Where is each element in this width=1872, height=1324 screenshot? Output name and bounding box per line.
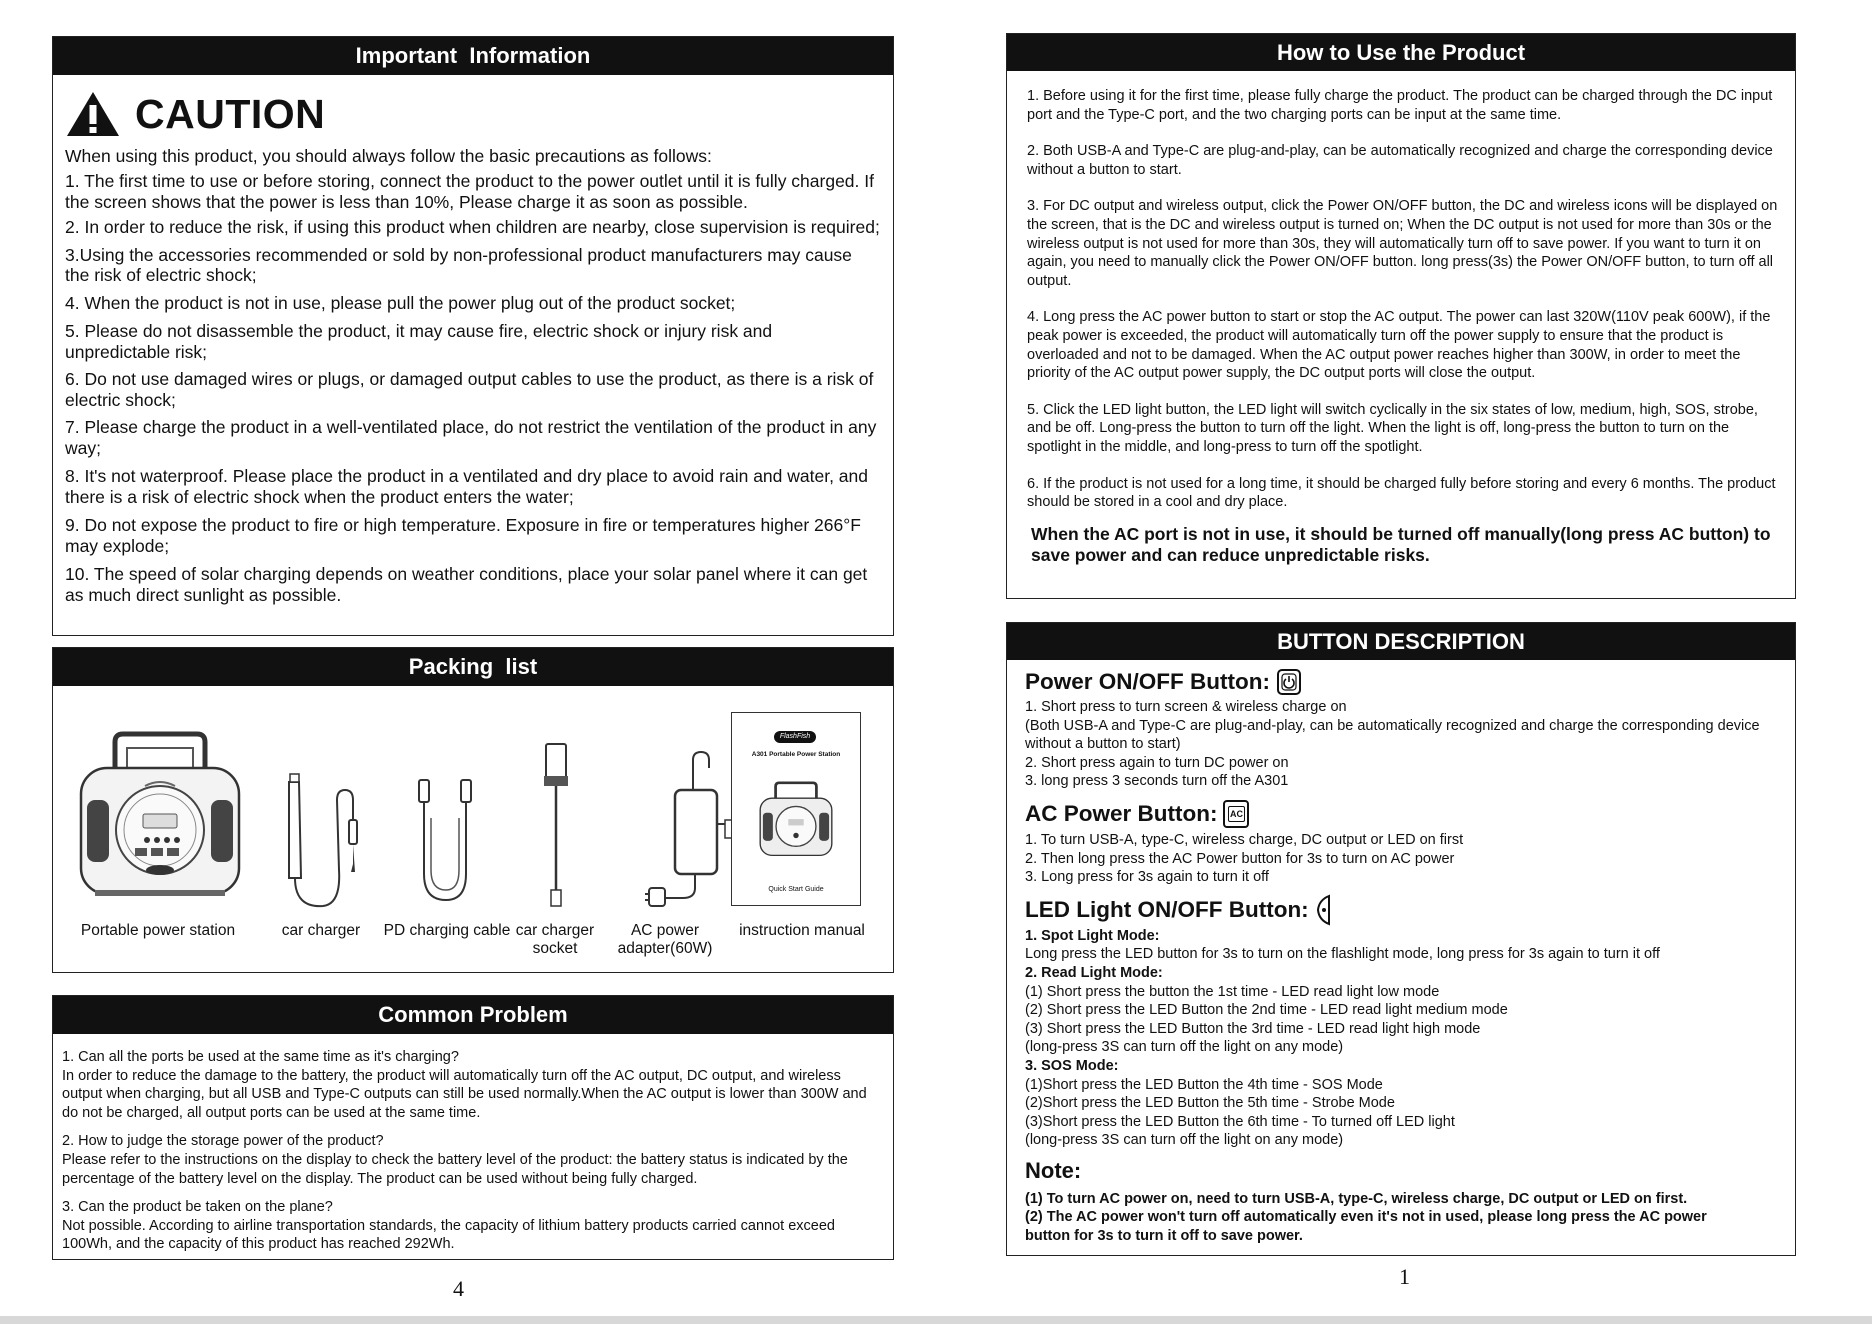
pd-charging-cable-illustration <box>409 778 489 906</box>
note-title: Note: <box>1025 1157 1082 1183</box>
how-item: 3. For DC output and wireless output, click the Power ON/OFF button, the DC and wireless icons will be displayed on the screen, that is the DC and wireless output is turned on; When the DC output is not used for more than 30s or the wireless output is not used for more than 30s, they will automatically turn off to save power. If you want to turn it on again, you need to manually click the Power ON/OFF button. long press(3s) the Power ON/OFF button, to turn off all output. <box>1027 198 1778 289</box>
read-line: (1) Short press the button the 1st time - LED read light low mode <box>1025 983 1440 1000</box>
caution-item: 10. The speed of solar charging depends on weather conditions, place your solar panel where it can get as much direct sunlight as possible. <box>65 564 868 605</box>
power-button-title <box>1025 666 1785 698</box>
read-line: (2) Short press the LED Button the 2nd time - LED read light medium mode <box>1025 1002 1508 1019</box>
qa-item <box>62 1198 884 1254</box>
packing-label: car charger socket <box>515 922 595 957</box>
caution-item: 7. Please charge the product in a well-ventilated place, do not restrict the ventilation of the product in any way; <box>65 417 877 458</box>
manual-footer: Quick Start Guide <box>768 886 824 893</box>
caution-item: 4. When the product is not in use, please pull the power plug out of the product socket; <box>65 292 736 313</box>
note-line: (1) To turn AC power on, need to turn USB-A, type-C, wireless charge, DC output or LED on first. <box>1025 1190 1688 1207</box>
manual-product-image <box>756 781 836 859</box>
question: 2. How to judge the storage power of the product? <box>62 1133 384 1150</box>
led-button-title-text: LED Light ON/OFF Button: <box>1025 896 1309 922</box>
led-button-lines <box>1025 927 1785 1150</box>
caution-heading <box>65 89 893 139</box>
ac-icon <box>1223 800 1249 828</box>
sos-line: (2)Short press the LED Button the 5th time - Strobe Mode <box>1025 1095 1395 1112</box>
power-line: 2. Short press again to turn DC power on <box>1025 754 1289 771</box>
spot-line: Long press the LED button for 3s to turn on the flashlight mode, long press for 3s again to turn it off <box>1025 946 1660 963</box>
note-line: (2) The AC power won't turn off automatically even it's not in used, please long press the AC power button for 3s to turn it off to save power. <box>1025 1209 1707 1245</box>
sos-mode-title: 3. SOS Mode: <box>1025 1057 1119 1074</box>
power-line: 3. long press 3 seconds turn off the A301 <box>1025 773 1289 790</box>
power-line: 1. Short press to turn screen & wireless charge on <box>1025 699 1347 715</box>
packing-label: Portable power station <box>80 922 236 939</box>
section-header: How to Use the Product <box>1007 34 1795 71</box>
read-line: (3) Short press the LED Button the 3rd time - LED read light high mode <box>1025 1020 1481 1037</box>
sos-line: (1)Short press the LED Button the 4th time - SOS Mode <box>1025 1076 1383 1093</box>
section-header: Packing list <box>53 648 893 686</box>
read-mode-title: 2. Read Light Mode: <box>1025 964 1163 981</box>
packing-label: PD charging cable <box>383 922 511 939</box>
note-lines <box>1025 1190 1785 1246</box>
caution-item: 1. The first time to use or before storing, connect the product to the power outlet until it is fully charged. If the screen shows that the power is less than 10%, Please charge it as soon as possible. <box>65 171 874 212</box>
answer: Please refer to the instructions on the display to check the battery level of the product: the battery status is indicated by the percentage of the battery level on the display. The product can be used without being fully charged. <box>62 1151 848 1187</box>
ac-button-lines <box>1025 831 1785 887</box>
caution-item: 2. In order to reduce the risk, if using this product when children are nearby, close supervision is required; <box>65 217 880 237</box>
power-button-title-text: Power ON/OFF Button: <box>1025 669 1270 694</box>
caution-list <box>65 171 881 605</box>
caution-item: 6. Do not use damaged wires or plugs, or damaged output cables to use the product, as there is a risk of electric shock; <box>65 369 874 410</box>
warning-triangle-icon <box>65 90 121 138</box>
bottom-edge <box>0 1316 1872 1324</box>
instruction-manual-illustration <box>731 712 861 906</box>
qa-item <box>62 1048 884 1122</box>
page-number-right: 1 <box>1399 1264 1410 1289</box>
how-item: 4. Long press the AC power button to start or stop the AC output. The power can last 320W(110V peak 600W), if the peak power is exceeded, the product will automatically turn off the power supply to ensure that the product is overloaded and not to be damaged. When the AC output power reaches higher than 300W, in order to meet the priority of the AC output power supply, the DC output ports will close the output. <box>1027 309 1771 382</box>
caution-word: CAUTION <box>135 90 326 137</box>
power-station-illustration <box>75 730 245 902</box>
answer: Not possible. According to airline transportation standards, the capacity of lithium battery products carried cannot exceed 100Wh, and the capacity of this product has reached 292Wh. <box>62 1217 835 1253</box>
caution-item: 8. It's not waterproof. Please place the product in a ventilated and dry place to avoid rain and water, and there is a risk of electric shock when the product enters the water; <box>65 466 869 507</box>
section-header: Common Problem <box>53 996 893 1034</box>
caution-item: 3.Using the accessories recommended or sold by non-professional product manufacturers may cause the risk of electric shock; <box>65 244 852 285</box>
caution-item: 5. Please do not disassemble the product, it may cause fire, electric shock or injury risk and unpredictable risk; <box>65 321 773 362</box>
sos-line: (3)Short press the LED Button the 6th time - To turned off LED light <box>1025 1113 1455 1130</box>
packing-label: car charger <box>281 922 361 939</box>
car-charger-illustration <box>279 760 369 910</box>
sos-line: (long-press 3S can turn off the light on any mode) <box>1025 1132 1344 1149</box>
qa-item <box>62 1132 884 1188</box>
caution-item: 9. Do not expose the product to fire or high temperature. Exposure in fire or temperatures higher 266°F may explode; <box>65 515 861 556</box>
ac-line: 3. Long press for 3s again to turn it off <box>1025 869 1269 886</box>
power-icon <box>1276 668 1302 696</box>
button-description-section <box>1006 622 1796 1256</box>
how-to-use-list <box>1007 71 1795 512</box>
page-number-left: 4 <box>453 1276 464 1301</box>
button-description-body <box>1007 660 1795 1246</box>
how-to-use-section <box>1006 33 1796 599</box>
read-line: (long-press 3S can turn off the light on any mode) <box>1025 1039 1344 1056</box>
how-item: 6. If the product is not used for a long time, it should be charged fully before storing and every 6 months. The product should be stored in a cool and dry place. <box>1027 475 1776 511</box>
car-charger-socket-illustration <box>538 742 574 916</box>
ac-line: 1. To turn USB-A, type-C, wireless charge, DC output or LED on first <box>1025 831 1464 848</box>
how-item: 2. Both USB-A and Type-C are plug-and-play, can be automatically recognized and charge the corresponding device without a button to start. <box>1027 143 1773 178</box>
packing-label: instruction manual <box>739 922 865 939</box>
power-line: (Both USB-A and Type-C are plug-and-play, can be automatically recognized and charge the corresponding device without a button to start) <box>1025 717 1760 753</box>
manual-model: A301 Portable Power Station <box>751 751 841 758</box>
how-item: 1. Before using it for the first time, please fully charge the product. The product can be charged through the DC input port and the Type-C port, and the two charging ports can be input at the same time. <box>1027 88 1773 123</box>
packing-label: AC power adapter(60W) <box>617 922 713 957</box>
led-button-title <box>1025 893 1785 927</box>
question: 3. Can the product be taken on the plane? <box>62 1199 333 1216</box>
important-information-section <box>52 36 894 636</box>
ac-icon-text: AC <box>1228 806 1245 822</box>
answer: In order to reduce the damage to the battery, the product will automatically turn off the AC output, DC output, and wireless output when charging, but all USB and Type-C outputs can still be used normally.When the AC output is lower than 300W and do not be charged, all output ports can be used at the same time. <box>62 1067 867 1121</box>
ac-line: 2. Then long press the AC Power button for 3s to turn on AC power <box>1025 850 1455 867</box>
common-problem-list <box>53 1034 893 1254</box>
power-button-lines <box>1025 698 1785 791</box>
packing-list-section <box>52 647 894 973</box>
how-item: 5. Click the LED light button, the LED light will switch cyclically in the six states of low, medium, high, SOS, strobe, and be off. Long-press the button to turn off the light. When the light is off, long-press the button to turn on the spotlight in the middle, and long-press to turn off the spotlight. <box>1027 401 1758 455</box>
manual-brand-badge: FlashFish <box>774 731 816 743</box>
common-problem-section <box>52 995 894 1260</box>
ac-button-title-text: AC Power Button: <box>1025 800 1218 826</box>
led-light-icon <box>1315 894 1333 926</box>
section-header: Important Information <box>53 37 893 75</box>
caution-intro: When using this product, you should always follow the basic precautions as follows: <box>65 146 712 166</box>
section-header: BUTTON DESCRIPTION <box>1007 623 1795 660</box>
spot-mode-title: 1. Spot Light Mode: <box>1025 927 1160 944</box>
ac-button-title <box>1025 797 1785 831</box>
ac-warning: When the AC port is not in use, it should be turned off manually(long press AC button) to save power and can reduce unpredictable risks. <box>1031 523 1771 566</box>
question: 1. Can all the ports be used at the same time as it's charging? <box>62 1049 459 1065</box>
